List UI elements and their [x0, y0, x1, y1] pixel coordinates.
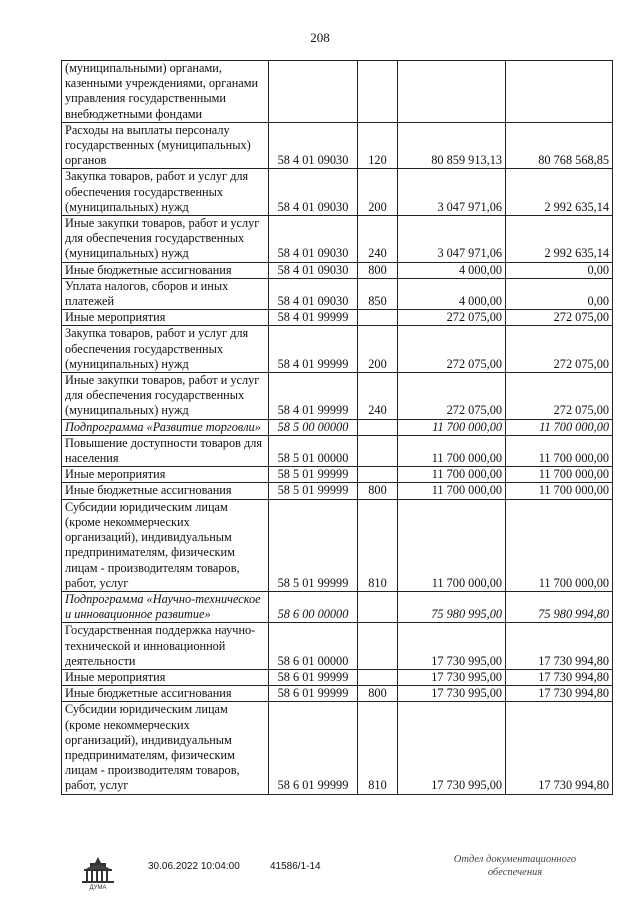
row-csr-cell: 58 4 01 09030: [269, 278, 358, 309]
row-sum-executed-cell: 17 730 994,80: [506, 623, 613, 670]
row-name-cell: Подпрограмма «Развитие торговли»: [62, 419, 269, 435]
row-vr-cell: 810: [358, 499, 398, 591]
row-name-cell: Государственная поддержка научно-технической и инновационной деятельности: [62, 623, 269, 670]
row-sum-executed-cell: 11 700 000,00: [506, 499, 613, 591]
row-name-cell: Подпрограмма «Научно-техническое и инновационное развитие»: [62, 591, 269, 622]
row-name-cell: Иные мероприятия: [62, 310, 269, 326]
row-sum-2022-cell: 17 730 995,00: [398, 623, 506, 670]
row-sum-executed-cell: 2 992 635,14: [506, 169, 613, 216]
row-sum-executed-cell: 11 700 000,00: [506, 483, 613, 499]
row-name-cell: Уплата налогов, сборов и иных платежей: [62, 278, 269, 309]
footer-department-line2: обеспечения: [487, 867, 543, 878]
row-vr-cell: [358, 669, 398, 685]
row-csr-cell: 58 4 01 99999: [269, 326, 358, 373]
row-sum-2022-cell: 272 075,00: [398, 326, 506, 373]
row-sum-executed-cell: 0,00: [506, 262, 613, 278]
row-csr-cell: 58 6 01 99999: [269, 686, 358, 702]
row-name-cell: Закупка товаров, работ и услуг для обеспечения государственных (муниципальных) нужд: [62, 326, 269, 373]
row-sum-2022-cell: 3 047 971,06: [398, 216, 506, 263]
row-sum-2022-cell: 80 859 913,13: [398, 122, 506, 169]
row-csr-cell: 58 6 01 99999: [269, 669, 358, 685]
row-sum-executed-cell: 272 075,00: [506, 326, 613, 373]
row-name-cell: (муниципальными) органами, казенными учреждениями, органами управления государственными внебюджетными фондами: [62, 61, 269, 123]
row-vr-cell: [358, 467, 398, 483]
table-row: [62, 122, 613, 169]
table-row: [62, 483, 613, 499]
row-csr-cell: 58 4 01 09030: [269, 262, 358, 278]
table-row: [62, 467, 613, 483]
row-sum-executed-cell: 11 700 000,00: [506, 467, 613, 483]
row-vr-cell: [358, 310, 398, 326]
row-sum-2022-cell: 4 000,00: [398, 278, 506, 309]
row-name-cell: Повышение доступности товаров для населения: [62, 435, 269, 466]
footer-datetime: 30.06.2022 10:04:00: [148, 861, 240, 872]
footer-department-line1: Отдел документационного: [453, 854, 577, 865]
row-sum-2022-cell: 17 730 995,00: [398, 686, 506, 702]
row-sum-2022-cell: 11 700 000,00: [398, 483, 506, 499]
row-vr-cell: 800: [358, 483, 398, 499]
row-vr-cell: 240: [358, 373, 398, 420]
table-row: [62, 686, 613, 702]
row-name-cell: Расходы на выплаты персоналу государственных (муниципальных) органов: [62, 122, 269, 169]
row-sum-executed-cell: 17 730 994,80: [506, 686, 613, 702]
row-vr-cell: [358, 435, 398, 466]
row-csr-cell: 58 4 01 99999: [269, 310, 358, 326]
logo-text: ДУМА: [89, 885, 107, 891]
row-sum-2022-cell: 17 730 995,00: [398, 669, 506, 685]
row-sum-executed-cell: 11 700 000,00: [506, 435, 613, 466]
table-row: [62, 591, 613, 622]
row-name-cell: Иные мероприятия: [62, 669, 269, 685]
row-vr-cell: [358, 623, 398, 670]
row-sum-executed-cell: 2 992 635,14: [506, 216, 613, 263]
row-vr-cell: 200: [358, 169, 398, 216]
table-row: [62, 262, 613, 278]
page-number: 208: [310, 30, 330, 45]
row-sum-2022-cell: 17 730 995,00: [398, 702, 506, 794]
budget-table: [61, 60, 613, 795]
row-name-cell: Субсидии юридическим лицам (кроме некоммерческих организаций), индивидуальным предпринимателям, физическим лицам - производителям товаров, работ, услуг: [62, 702, 269, 794]
row-name-cell: Иные бюджетные ассигнования: [62, 483, 269, 499]
row-csr-cell: 58 5 01 99999: [269, 483, 358, 499]
row-vr-cell: 240: [358, 216, 398, 263]
row-csr-cell: 58 6 00 00000: [269, 591, 358, 622]
row-sum-executed-cell: [506, 61, 613, 123]
row-name-cell: Иные бюджетные ассигнования: [62, 686, 269, 702]
row-vr-cell: 200: [358, 326, 398, 373]
row-sum-executed-cell: 11 700 000,00: [506, 419, 613, 435]
row-sum-executed-cell: 80 768 568,85: [506, 122, 613, 169]
row-vr-cell: [358, 61, 398, 123]
row-name-cell: Субсидии юридическим лицам (кроме некоммерческих организаций), индивидуальным предпринимателям, физическим лицам - производителям товаров, работ, услуг: [62, 499, 269, 591]
table-row: [62, 169, 613, 216]
row-sum-2022-cell: 4 000,00: [398, 262, 506, 278]
table-row: [62, 278, 613, 309]
footer-doc-number: 41586/1-14: [270, 861, 321, 872]
table-row: [62, 669, 613, 685]
table-row: [62, 499, 613, 591]
row-name-cell: Иные закупки товаров, работ и услуг для обеспечения государственных (муниципальных) нужд: [62, 216, 269, 263]
table-row: [62, 310, 613, 326]
row-name-cell: Иные бюджетные ассигнования: [62, 262, 269, 278]
table-row: [62, 435, 613, 466]
row-vr-cell: 850: [358, 278, 398, 309]
row-csr-cell: 58 5 01 00000: [269, 435, 358, 466]
row-vr-cell: 120: [358, 122, 398, 169]
row-sum-executed-cell: 0,00: [506, 278, 613, 309]
row-sum-2022-cell: 11 700 000,00: [398, 467, 506, 483]
row-sum-executed-cell: 272 075,00: [506, 373, 613, 420]
row-sum-2022-cell: 75 980 995,00: [398, 591, 506, 622]
row-vr-cell: 810: [358, 702, 398, 794]
row-csr-cell: 58 4 01 99999: [269, 373, 358, 420]
row-sum-2022-cell: 3 047 971,06: [398, 169, 506, 216]
row-vr-cell: 800: [358, 686, 398, 702]
table-row: [62, 216, 613, 263]
row-vr-cell: [358, 419, 398, 435]
row-name-cell: Иные закупки товаров, работ и услуг для обеспечения государственных (муниципальных) нужд: [62, 373, 269, 420]
row-sum-2022-cell: [398, 61, 506, 123]
row-vr-cell: [358, 591, 398, 622]
row-sum-2022-cell: 272 075,00: [398, 310, 506, 326]
footer-department: [440, 853, 590, 879]
row-name-cell: Иные мероприятия: [62, 467, 269, 483]
row-name-cell: Закупка товаров, работ и услуг для обеспечения государственных (муниципальных) нужд: [62, 169, 269, 216]
table-row: [62, 373, 613, 420]
row-vr-cell: 800: [358, 262, 398, 278]
duma-logo-icon: [78, 855, 118, 891]
row-sum-2022-cell: 11 700 000,00: [398, 499, 506, 591]
table-row: [62, 61, 613, 123]
row-sum-2022-cell: 272 075,00: [398, 373, 506, 420]
row-sum-2022-cell: 11 700 000,00: [398, 419, 506, 435]
table-row: [62, 326, 613, 373]
row-sum-executed-cell: 75 980 994,80: [506, 591, 613, 622]
table-row: [62, 702, 613, 794]
row-sum-2022-cell: 11 700 000,00: [398, 435, 506, 466]
row-csr-cell: [269, 61, 358, 123]
row-csr-cell: 58 5 00 00000: [269, 419, 358, 435]
row-csr-cell: 58 4 01 09030: [269, 122, 358, 169]
row-csr-cell: 58 5 01 99999: [269, 467, 358, 483]
row-csr-cell: 58 6 01 00000: [269, 623, 358, 670]
table-row: [62, 623, 613, 670]
table-row: [62, 419, 613, 435]
row-csr-cell: 58 4 01 09030: [269, 216, 358, 263]
row-csr-cell: 58 6 01 99999: [269, 702, 358, 794]
row-sum-executed-cell: 272 075,00: [506, 310, 613, 326]
row-csr-cell: 58 5 01 99999: [269, 499, 358, 591]
row-sum-executed-cell: 17 730 994,80: [506, 669, 613, 685]
row-csr-cell: 58 4 01 09030: [269, 169, 358, 216]
row-sum-executed-cell: 17 730 994,80: [506, 702, 613, 794]
budget-table-body: [62, 61, 613, 795]
